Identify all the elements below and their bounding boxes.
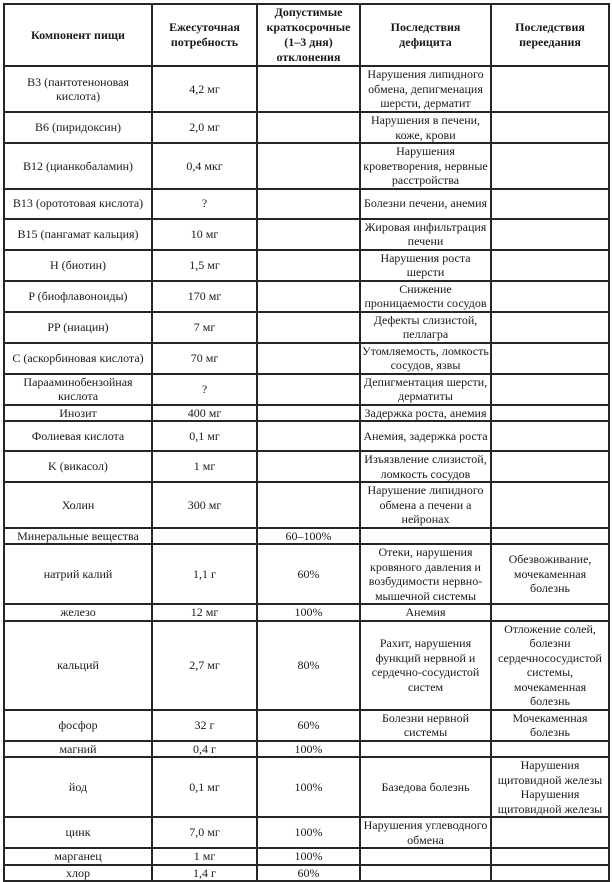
cell-component: магний bbox=[4, 741, 152, 758]
cell-excess bbox=[491, 421, 609, 451]
cell-component: хлор bbox=[4, 865, 152, 882]
cell-daily bbox=[152, 528, 257, 545]
cell-daily: 170 мг bbox=[152, 281, 257, 312]
cell-excess: Отложение солей, болезни сердечнососудистой системы, мочекаменная болезнь bbox=[491, 621, 609, 710]
header-deficit-effects: Последствия дефицита bbox=[360, 4, 491, 66]
cell-component: PP (ниацин) bbox=[4, 312, 152, 343]
cell-component: Минеральные вещества bbox=[4, 528, 152, 545]
cell-excess bbox=[491, 741, 609, 758]
cell-excess bbox=[491, 817, 609, 848]
cell-deficit: Базедова болезнь bbox=[360, 757, 491, 817]
cell-deficit: Задержка роста, анемия bbox=[360, 405, 491, 422]
cell-deficit: Утомляемость, ломкость сосудов, язвы bbox=[360, 343, 491, 374]
cell-deficit bbox=[360, 865, 491, 882]
cell-daily: 2,7 мг bbox=[152, 621, 257, 710]
cell-deviation bbox=[257, 281, 360, 312]
cell-component: цинк bbox=[4, 817, 152, 848]
cell-deviation: 60% bbox=[257, 544, 360, 604]
header-row bbox=[4, 4, 609, 66]
cell-component: фосфор bbox=[4, 710, 152, 741]
cell-daily: 1 мг bbox=[152, 451, 257, 482]
table-row bbox=[4, 112, 609, 143]
cell-deviation: 100% bbox=[257, 741, 360, 758]
header-component: Компонент пищи bbox=[4, 4, 152, 66]
cell-deficit: Жировая инфильтрация печени bbox=[360, 219, 491, 250]
cell-excess bbox=[491, 143, 609, 189]
cell-deficit bbox=[360, 528, 491, 545]
cell-component: P (биофлавоноиды) bbox=[4, 281, 152, 312]
table-row bbox=[4, 312, 609, 343]
cell-excess bbox=[491, 189, 609, 219]
cell-excess bbox=[491, 405, 609, 422]
cell-deficit: Нарушения роста шерсти bbox=[360, 250, 491, 281]
cell-deficit bbox=[360, 848, 491, 865]
cell-deficit: Анемия, задержка роста bbox=[360, 421, 491, 451]
cell-daily: 4,2 мг bbox=[152, 66, 257, 112]
cell-excess bbox=[491, 848, 609, 865]
cell-deviation bbox=[257, 374, 360, 405]
cell-excess: Обезвоживание, мочекаменная болезнь bbox=[491, 544, 609, 604]
cell-component: кальций bbox=[4, 621, 152, 710]
cell-component: йод bbox=[4, 757, 152, 817]
cell-excess bbox=[491, 66, 609, 112]
cell-deviation: 80% bbox=[257, 621, 360, 710]
table-row bbox=[4, 219, 609, 250]
cell-daily: 300 мг bbox=[152, 482, 257, 528]
cell-daily: 12 мг bbox=[152, 604, 257, 621]
table-row bbox=[4, 741, 609, 758]
table-row bbox=[4, 143, 609, 189]
table-row bbox=[4, 848, 609, 865]
cell-component: Холин bbox=[4, 482, 152, 528]
table-row bbox=[4, 817, 609, 848]
table-row bbox=[4, 250, 609, 281]
cell-daily: 70 мг bbox=[152, 343, 257, 374]
cell-component: марганец bbox=[4, 848, 152, 865]
table-row bbox=[4, 451, 609, 482]
cell-deficit: Дефекты слизистой, пеллагра bbox=[360, 312, 491, 343]
cell-daily: 10 мг bbox=[152, 219, 257, 250]
cell-deviation bbox=[257, 219, 360, 250]
cell-excess: Нарушения щитовидной железы Нарушения щитовидной железы bbox=[491, 757, 609, 817]
cell-daily: 0,1 мг bbox=[152, 757, 257, 817]
cell-component: C (аскорбиновая кислота) bbox=[4, 343, 152, 374]
cell-daily: 7 мг bbox=[152, 312, 257, 343]
cell-deviation: 100% bbox=[257, 757, 360, 817]
cell-deviation bbox=[257, 66, 360, 112]
cell-deviation bbox=[257, 482, 360, 528]
cell-daily: 1 мг bbox=[152, 848, 257, 865]
cell-deviation bbox=[257, 312, 360, 343]
cell-component: H (биотин) bbox=[4, 250, 152, 281]
table-row bbox=[4, 343, 609, 374]
cell-excess bbox=[491, 112, 609, 143]
cell-daily: 400 мг bbox=[152, 405, 257, 422]
cell-component: B3 (пантотеноновая кислота) bbox=[4, 66, 152, 112]
cell-component: железо bbox=[4, 604, 152, 621]
cell-component: B15 (пангамат кальция) bbox=[4, 219, 152, 250]
cell-deficit: Депигментация шерсти, дерматиты bbox=[360, 374, 491, 405]
cell-component: Инозит bbox=[4, 405, 152, 422]
cell-daily: 0,1 мг bbox=[152, 421, 257, 451]
cell-component: K (викасол) bbox=[4, 451, 152, 482]
cell-deficit: Нарушения в печени, коже, крови bbox=[360, 112, 491, 143]
cell-excess bbox=[491, 374, 609, 405]
cell-daily: ? bbox=[152, 374, 257, 405]
cell-deviation: 100% bbox=[257, 604, 360, 621]
cell-excess bbox=[491, 312, 609, 343]
table-row bbox=[4, 374, 609, 405]
cell-deviation bbox=[257, 112, 360, 143]
cell-excess bbox=[491, 343, 609, 374]
cell-daily: 7,0 мг bbox=[152, 817, 257, 848]
table-row bbox=[4, 710, 609, 741]
cell-deviation bbox=[257, 250, 360, 281]
cell-excess bbox=[491, 250, 609, 281]
cell-deficit: Болезни печени, анемия bbox=[360, 189, 491, 219]
cell-daily: 1,4 г bbox=[152, 865, 257, 882]
cell-deficit: Болезни нервной системы bbox=[360, 710, 491, 741]
cell-deficit: Рахит, нарушения функций нервной и сердечно-сосудистой систем bbox=[360, 621, 491, 710]
cell-deviation bbox=[257, 451, 360, 482]
table-row bbox=[4, 604, 609, 621]
cell-deviation: 60–100% bbox=[257, 528, 360, 545]
cell-daily: 1,5 мг bbox=[152, 250, 257, 281]
cell-deficit: Нарушения углеводного обмена bbox=[360, 817, 491, 848]
cell-excess: Мочекаменная болезнь bbox=[491, 710, 609, 741]
table-row bbox=[4, 865, 609, 882]
cell-deviation: 60% bbox=[257, 710, 360, 741]
cell-deficit: Изъязвление слизистой, ломкость сосудов bbox=[360, 451, 491, 482]
cell-excess bbox=[491, 865, 609, 882]
table-row bbox=[4, 189, 609, 219]
nutrient-table bbox=[3, 3, 610, 882]
cell-daily: 0,4 г bbox=[152, 741, 257, 758]
cell-excess bbox=[491, 219, 609, 250]
cell-deviation bbox=[257, 189, 360, 219]
cell-daily: ? bbox=[152, 189, 257, 219]
table-row bbox=[4, 757, 609, 817]
cell-deficit bbox=[360, 741, 491, 758]
table-row bbox=[4, 482, 609, 528]
header-excess-effects: Последствия переедания bbox=[491, 4, 609, 66]
cell-deficit: Анемия bbox=[360, 604, 491, 621]
cell-excess bbox=[491, 281, 609, 312]
cell-deviation: 60% bbox=[257, 865, 360, 882]
cell-deficit: Снижение проницаемости сосудов bbox=[360, 281, 491, 312]
cell-component: B6 (пиридоксин) bbox=[4, 112, 152, 143]
cell-component: B13 (орототовая кислота) bbox=[4, 189, 152, 219]
table-row bbox=[4, 66, 609, 112]
cell-deviation bbox=[257, 343, 360, 374]
cell-component: Парааминобензойная кислота bbox=[4, 374, 152, 405]
header-allowed-deviation: Допустимые краткосрочные (1–3 дня) отклонения bbox=[257, 4, 360, 66]
cell-excess bbox=[491, 451, 609, 482]
cell-deficit: Нарушения кроветворения, нервные расстройства bbox=[360, 143, 491, 189]
cell-deviation bbox=[257, 405, 360, 422]
table-row bbox=[4, 544, 609, 604]
cell-deficit: Отеки, нарушения кровяного давления и возбудимости нервно-мышечной системы bbox=[360, 544, 491, 604]
cell-excess bbox=[491, 482, 609, 528]
cell-deviation bbox=[257, 143, 360, 189]
table-row bbox=[4, 421, 609, 451]
table-row bbox=[4, 621, 609, 710]
table-row bbox=[4, 281, 609, 312]
cell-daily: 2,0 мг bbox=[152, 112, 257, 143]
cell-deficit: Нарушения липидного обмена, депигменация шерсти, дерматит bbox=[360, 66, 491, 112]
cell-excess bbox=[491, 528, 609, 545]
table-row bbox=[4, 405, 609, 422]
cell-deviation: 100% bbox=[257, 817, 360, 848]
cell-daily: 0,4 мкг bbox=[152, 143, 257, 189]
table-row bbox=[4, 528, 609, 545]
cell-deviation bbox=[257, 421, 360, 451]
cell-component: натрий калий bbox=[4, 544, 152, 604]
cell-component: Фолиевая кислота bbox=[4, 421, 152, 451]
header-daily-requirement: Ежесуточная потребность bbox=[152, 4, 257, 66]
cell-deviation: 100% bbox=[257, 848, 360, 865]
cell-daily: 1,1 г bbox=[152, 544, 257, 604]
cell-excess bbox=[491, 604, 609, 621]
cell-daily: 32 г bbox=[152, 710, 257, 741]
cell-component: B12 (цианкобаламин) bbox=[4, 143, 152, 189]
cell-deficit: Нарушение липидного обмена а печени а нейронах bbox=[360, 482, 491, 528]
